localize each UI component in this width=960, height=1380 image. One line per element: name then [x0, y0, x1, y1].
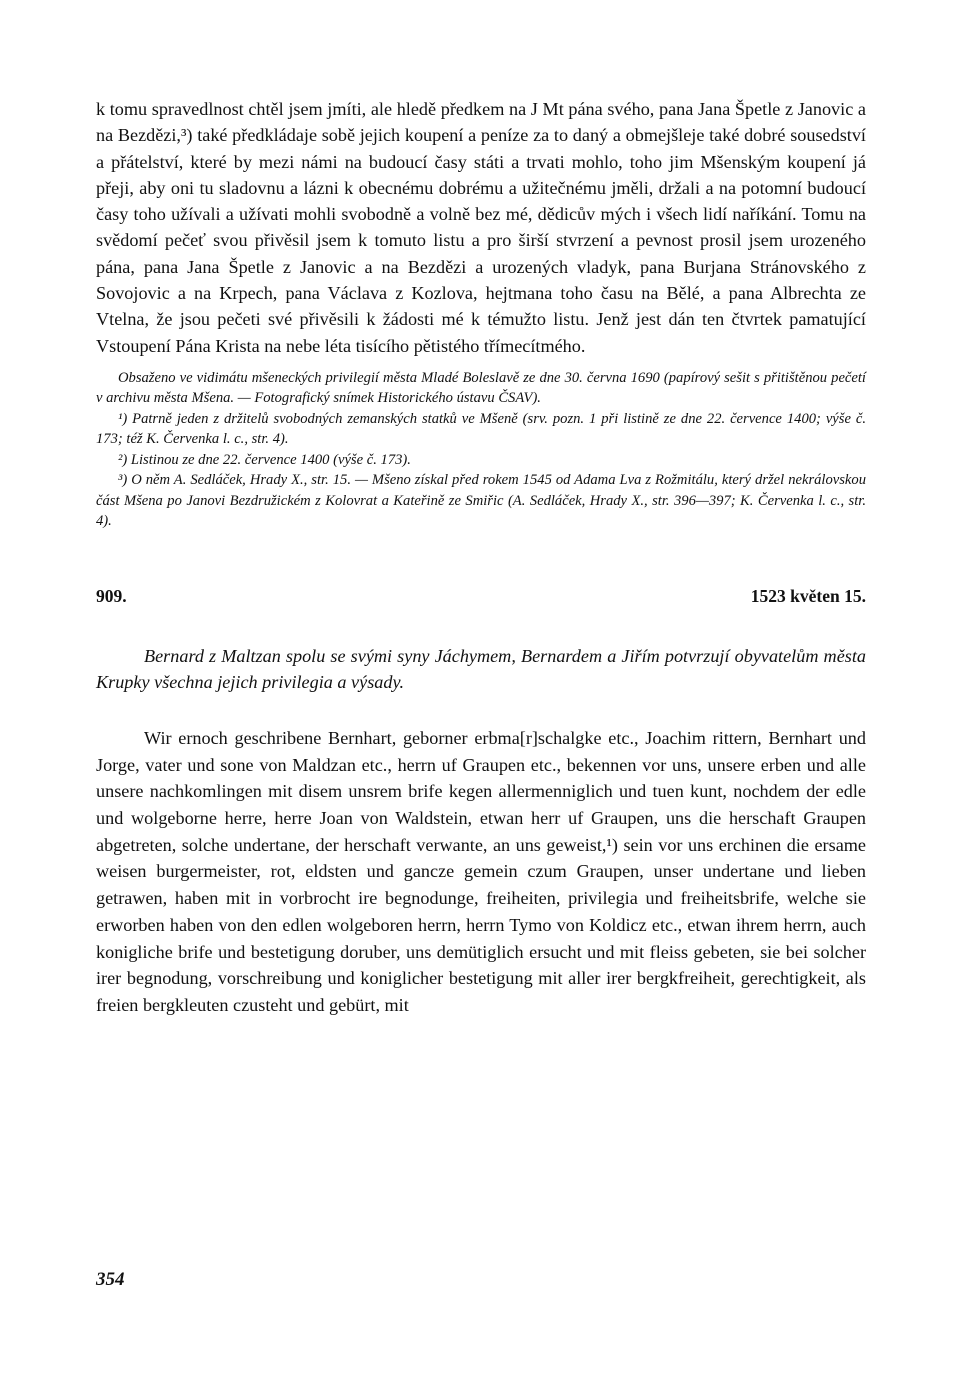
source-note: Obsaženo ve vidimátu mšeneckých privilegií města Mladé Boleslavě ze dne 30. června 1690 (papírový sešit s přitištěnou pečetí v archivu města Mšena. — Fotografický snímek Historického ústavu ČSAV).: [96, 369, 866, 407]
main-paragraph: k tomu spravedlnost chtěl jsem jmíti, ale hledě předkem na J Mt pána svého, pana Jana Špetle z Janovic a na Bezdězi,³) také předkládaje sobě jejich koupení a peníze za to daný a obmejšleje také dobré sousedství a přátelství, které by mezi námi na budoucí časy státi a trvati mohlo, toho jim Mšenským koupení já přeji, aby oni tu sladovnu a lázni k obecnému dobrému a užitečnému jměli, držali a na potomní budoucí časy toho užívali a užívati mohli svobodně a volně bez mé, dědicův mých i všech lidí naříkání. Tomu na svědomí pečeť svou přivěsil jsem k tomuto listu a pro širší stvrzení a pevnost prosil jsem urozeného pána, pana Jana Špetle z Janovic a na Bezdězi a urozených vladyk, pana Burjana Stránovského z Sovojovic a na Krpech, pana Václava z Kozlova, hejtmana toho času na Bělé, a pana Albrechta ze Vtelna, že jsou pečeti své přivěsili k žádosti mé k témužto listu. Jenž jest dán ten čtvrtek pamatující Vstoupení Pána Krista na nebe léta tisícího pětistého třímecítmého.: [96, 99, 866, 356]
entry-text: [96, 725, 866, 1019]
footnote-1: ¹) Patrně jeden z držitelů svobodných zemanských statků ve Mšeně (srv. pozn. 1 při listině ze dne 22. července 1400; výše č. 173; též K. Červenka l. c., str. 4).: [96, 410, 866, 448]
footnote-2: ²) Listinou ze dne 22. července 1400 (výše č. 173).: [118, 451, 411, 468]
document-page: [96, 96, 866, 1019]
main-text: [96, 96, 866, 359]
entry-header: [96, 586, 866, 607]
entry-paragraph: Wir ernoch geschribene Bernhart, geborner erbma[r]schalgke etc., Joachim rittern, Bernhart und Jorge, vater und sone von Maldzan etc., herrn uf Graupen etc., bekennen vor uns, unsere erben und alle unsere nachkomlingen mit disem unsrem brife kegen allermenniglich und tuen kunt, nochdem der edle und wolgeborne herre, herre Joan von Waldstein, etwan herr uf Graupen, uns die herschaft Graupen abgetreten, solche undertane, der herschaft verwante, an uns geweist,¹) sein vor uns erchinen die ersame weisen burgermeister, rot, eldsten und gancze gemein czum Graupen, unser undertane und lieben getrawen, haben mit in vorbrocht ire begnodunge, freiheiten, privilegia und freiheitsbrife, welche sie erworben haben von den edlen wolgeboren herrn, herrn Tymo von Koldicz etc., etwan ihrem herrn, auch konigliche brife und bestetigung doruber, uns demütiglich ersucht und mit fleiss gebeten, sie bei solcher irer begnodung, vorschreibung und koniglicher bestetigung mit aller irer bergkfreiheit, gerechtigkeit, als freien bergkleuten czusteht und gebürt, mit: [96, 727, 866, 1015]
summary-text: Bernard z Maltzan spolu se svými syny Jáchymem, Bernardem a Jiřím potvrzují obyvatelům města Krupky všechna jejich privilegia a výsady.: [96, 645, 866, 692]
entry-date: 1523 květen 15.: [750, 585, 866, 606]
entry-summary: [96, 643, 866, 695]
page-number: 354: [96, 1269, 125, 1290]
footnotes: [96, 368, 866, 532]
footnote-3: ³) O něm A. Sedláček, Hrady X., str. 15. — Mšeno získal před rokem 1545 od Adama Lva z Rožmitálu, který držel nekrálovskou část Mšena po Janovi Bezdružickém z Kolovrat a Kateřině ze Smiřic (A. Sedláček, Hrady X., str. 396—397; K. Červenka l. c., str. 4).: [96, 472, 866, 530]
entry-number: 909.: [96, 585, 127, 606]
